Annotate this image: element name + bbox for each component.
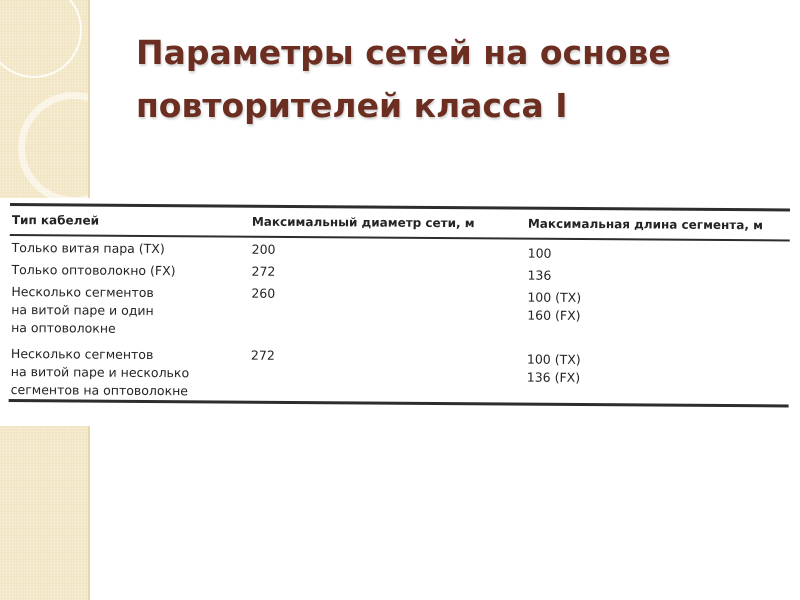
table-row bbox=[9, 345, 789, 404]
table-body bbox=[9, 203, 790, 407]
cell-max-segment-length bbox=[528, 243, 790, 267]
cell-max-segment-length bbox=[527, 287, 789, 351]
cell-text: 100 (TX) bbox=[526, 351, 581, 367]
table-row bbox=[9, 283, 789, 350]
slide-title bbox=[136, 26, 776, 132]
header-cable-type: Тип кабелей bbox=[11, 213, 100, 228]
cell-text: Только витая пара (TX) bbox=[11, 240, 165, 257]
cell-text: 100 (TX) bbox=[527, 289, 582, 305]
cell-cable-type bbox=[9, 345, 251, 401]
repeater-parameters-table bbox=[0, 198, 800, 426]
cell-cable-type bbox=[10, 239, 252, 263]
cell-cable-type bbox=[9, 283, 251, 347]
cell-text: 136 bbox=[527, 267, 552, 283]
slide-title-line: Параметры сетей на основе bbox=[136, 33, 671, 72]
header-max-diameter: Максимальный диаметр сети, м bbox=[251, 214, 475, 231]
header-max-segment-length: Максимальная длина сегмента, м bbox=[527, 216, 763, 233]
cell-max-segment-length bbox=[527, 265, 789, 289]
cell-text: на витой паре и несколько bbox=[10, 364, 190, 381]
cell-max-diameter: 272 bbox=[250, 347, 275, 363]
cell-max-diameter: 200 bbox=[251, 241, 276, 257]
decorative-ring bbox=[0, 0, 82, 78]
cell-text: сегментов на оптоволокне bbox=[10, 382, 189, 399]
cell-max-diameter: 272 bbox=[251, 263, 276, 279]
cell-text: 160 (FX) bbox=[527, 307, 581, 323]
cell-text: Несколько сегментов bbox=[10, 346, 154, 363]
cell-cable-type bbox=[9, 261, 251, 285]
cell-text: Только оптоволокно (FX) bbox=[11, 262, 176, 279]
cell-text: 100 bbox=[527, 245, 552, 261]
cell-text: на оптоволокне bbox=[11, 320, 116, 336]
cell-text: на витой паре и один bbox=[11, 302, 154, 319]
cell-max-diameter: 260 bbox=[251, 285, 276, 301]
cell-text: Несколько сегментов bbox=[11, 284, 154, 301]
decorative-ring bbox=[18, 92, 130, 204]
cell-text: 136 (FX) bbox=[526, 369, 581, 385]
slide-title-line: повторителей класса I bbox=[136, 86, 568, 125]
cell-max-segment-length bbox=[527, 349, 789, 405]
